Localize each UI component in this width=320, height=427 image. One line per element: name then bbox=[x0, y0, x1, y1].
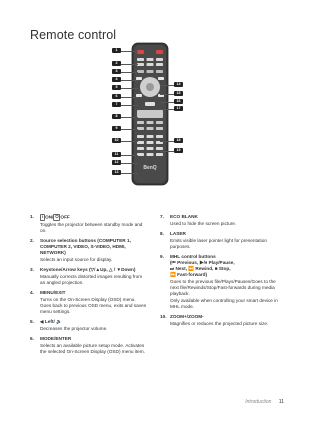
callout-leader-line bbox=[121, 80, 138, 81]
right-column bbox=[160, 214, 278, 331]
callout-badge: 4 bbox=[112, 77, 121, 82]
callout-badge: 11 bbox=[112, 152, 121, 157]
item-description: Decreases the projector volume. bbox=[40, 325, 108, 331]
description-item bbox=[160, 231, 278, 250]
item-body bbox=[170, 254, 278, 310]
item-subheading: ⏭ Next, ⏪ Rewind, ■ Stop, bbox=[170, 266, 231, 271]
heading-text: OFF bbox=[60, 214, 70, 220]
callout-leader-line bbox=[121, 88, 138, 89]
item-description: Manually corrects distorted images resulting from an angled projection. bbox=[40, 273, 143, 285]
item-heading: MODE/ENTER bbox=[40, 335, 72, 341]
footer-section: Introduction bbox=[245, 399, 272, 405]
item-body bbox=[170, 231, 278, 250]
page-number: 11 bbox=[278, 399, 284, 405]
callout-leader-line bbox=[121, 97, 138, 98]
item-number: 9. bbox=[160, 254, 164, 259]
callout-badge: 14 bbox=[174, 82, 183, 87]
heading-text: ON/ bbox=[45, 214, 54, 220]
callout-leader-line bbox=[121, 163, 138, 164]
callout-badge: 6 bbox=[112, 94, 121, 99]
item-number: 7. bbox=[160, 214, 164, 219]
item-subheading: (⏮ Previous, ▶/⏸ Play/Pause, bbox=[170, 260, 235, 265]
callout-leader-line bbox=[160, 94, 174, 95]
description-item bbox=[30, 214, 148, 234]
left-column bbox=[30, 214, 148, 359]
item-body bbox=[40, 336, 148, 355]
item-description: Selects an input source for display. bbox=[40, 256, 113, 262]
item-number: 2. bbox=[30, 237, 34, 243]
callout-badge: 12 bbox=[112, 160, 121, 165]
callout-leader-line bbox=[121, 117, 138, 118]
item-description: Emits visible laser pointer light for presentation purposes. bbox=[170, 238, 267, 249]
item-number: 3. bbox=[30, 266, 34, 272]
power-on-button[interactable] bbox=[137, 50, 144, 54]
power-off-key-icon: ⏻ bbox=[55, 215, 59, 219]
description-item bbox=[30, 290, 148, 315]
description-item bbox=[30, 267, 148, 286]
item-body bbox=[40, 214, 148, 234]
item-subheading: ⏩ Fast-forward) bbox=[170, 272, 208, 277]
callout-badge: 15 bbox=[174, 91, 183, 96]
callout-badge: 19 bbox=[174, 148, 183, 153]
item-description: Toggles the projector between standby mode and on. bbox=[40, 221, 143, 233]
callout-leader-line bbox=[160, 85, 174, 86]
item-number: 8. bbox=[160, 231, 164, 236]
item-heading: ◀ Left/ 🔉 bbox=[40, 318, 62, 324]
callout-leader-line bbox=[121, 141, 138, 142]
item-heading: Keystone/Arrow keys (▽/▲Up, △ / ▼Down) bbox=[40, 266, 136, 272]
item-number: 10. bbox=[160, 314, 167, 319]
callout-badge: 10 bbox=[112, 138, 121, 143]
item-body bbox=[40, 267, 148, 286]
callout-leader-line bbox=[121, 51, 138, 52]
remote-brand-logo: BenQ bbox=[143, 165, 157, 171]
laser-button[interactable] bbox=[145, 102, 155, 106]
callout-badge: 2 bbox=[112, 61, 121, 66]
callout-badge: 5 bbox=[112, 85, 121, 90]
callout-badge: 9 bbox=[112, 126, 121, 131]
enter-button[interactable] bbox=[146, 83, 154, 91]
callout-badge: 17 bbox=[174, 106, 183, 111]
callout-leader-line bbox=[160, 141, 174, 142]
callout-leader-line bbox=[121, 155, 138, 156]
item-heading: Source selection buttons (COMPUTER 1, COMPUTER 2, VIDEO, S-VIDEO, HDMI, NETWORK) bbox=[40, 237, 131, 255]
item-body bbox=[40, 319, 148, 332]
callout-leader-line bbox=[121, 173, 138, 174]
power-off-button[interactable] bbox=[156, 50, 163, 54]
item-heading: LASER bbox=[170, 231, 186, 236]
item-description: Used to hide the screen picture. bbox=[170, 221, 237, 226]
item-heading: ECO BLANK bbox=[170, 214, 198, 219]
item-description-extra: Only available when controlling your smart device in MHL mode. bbox=[170, 298, 278, 309]
item-body bbox=[170, 314, 278, 327]
callout-leader-line bbox=[160, 102, 174, 103]
callout-badge: 18 bbox=[174, 138, 183, 143]
item-heading: ZOOM+/ZOOM- bbox=[170, 314, 204, 319]
item-description: Selects an available picture setup mode. Activates the selected On-Screen Display (OSD) menu item. bbox=[40, 342, 145, 354]
callout-badge: 8 bbox=[112, 114, 121, 119]
description-item bbox=[30, 238, 148, 263]
item-heading: MENU/EXIT bbox=[40, 289, 66, 295]
description-item bbox=[30, 319, 148, 332]
item-number: 4. bbox=[30, 289, 34, 295]
item-description: Turns on the On-Screen Display (OSD) menu. Goes back to previous OSD menu, exits and saves menu settings. bbox=[40, 296, 147, 314]
callout-leader-line bbox=[121, 72, 138, 73]
callout-leader-line bbox=[160, 151, 174, 152]
item-body bbox=[40, 290, 148, 315]
power-on-key-icon: I bbox=[42, 215, 44, 219]
callout-badge: 1 bbox=[112, 48, 121, 53]
callout-badge: 13 bbox=[112, 170, 121, 175]
item-body bbox=[40, 238, 148, 263]
callout-leader-line bbox=[121, 105, 138, 106]
item-heading: MHL control buttons bbox=[170, 254, 216, 259]
item-body bbox=[170, 214, 278, 227]
item-description: Goes to the previous file/Plays/Pauses/Goes to the next file/Rewinds/Stop/Fast-forwards during media playback. bbox=[170, 279, 276, 296]
item-description: Magnifies or reduces the projected picture size. bbox=[170, 321, 269, 326]
item-heading bbox=[40, 214, 148, 221]
page-title: Remote control bbox=[30, 28, 117, 42]
description-item bbox=[160, 214, 278, 227]
callout-badge: 16 bbox=[174, 99, 183, 104]
item-number: 6. bbox=[30, 335, 34, 341]
remote-control-illustration bbox=[110, 42, 190, 187]
item-number: 5. bbox=[30, 318, 34, 324]
page-footer bbox=[245, 399, 284, 405]
callout-badge: 7 bbox=[112, 102, 121, 107]
callout-leader-line bbox=[160, 109, 174, 110]
description-item bbox=[160, 314, 278, 327]
item-number: 1. bbox=[30, 214, 34, 219]
description-item bbox=[160, 254, 278, 310]
callout-leader-line bbox=[121, 64, 138, 65]
callout-leader-line bbox=[121, 129, 138, 130]
callout-badge: 3 bbox=[112, 69, 121, 74]
description-item bbox=[30, 336, 148, 355]
